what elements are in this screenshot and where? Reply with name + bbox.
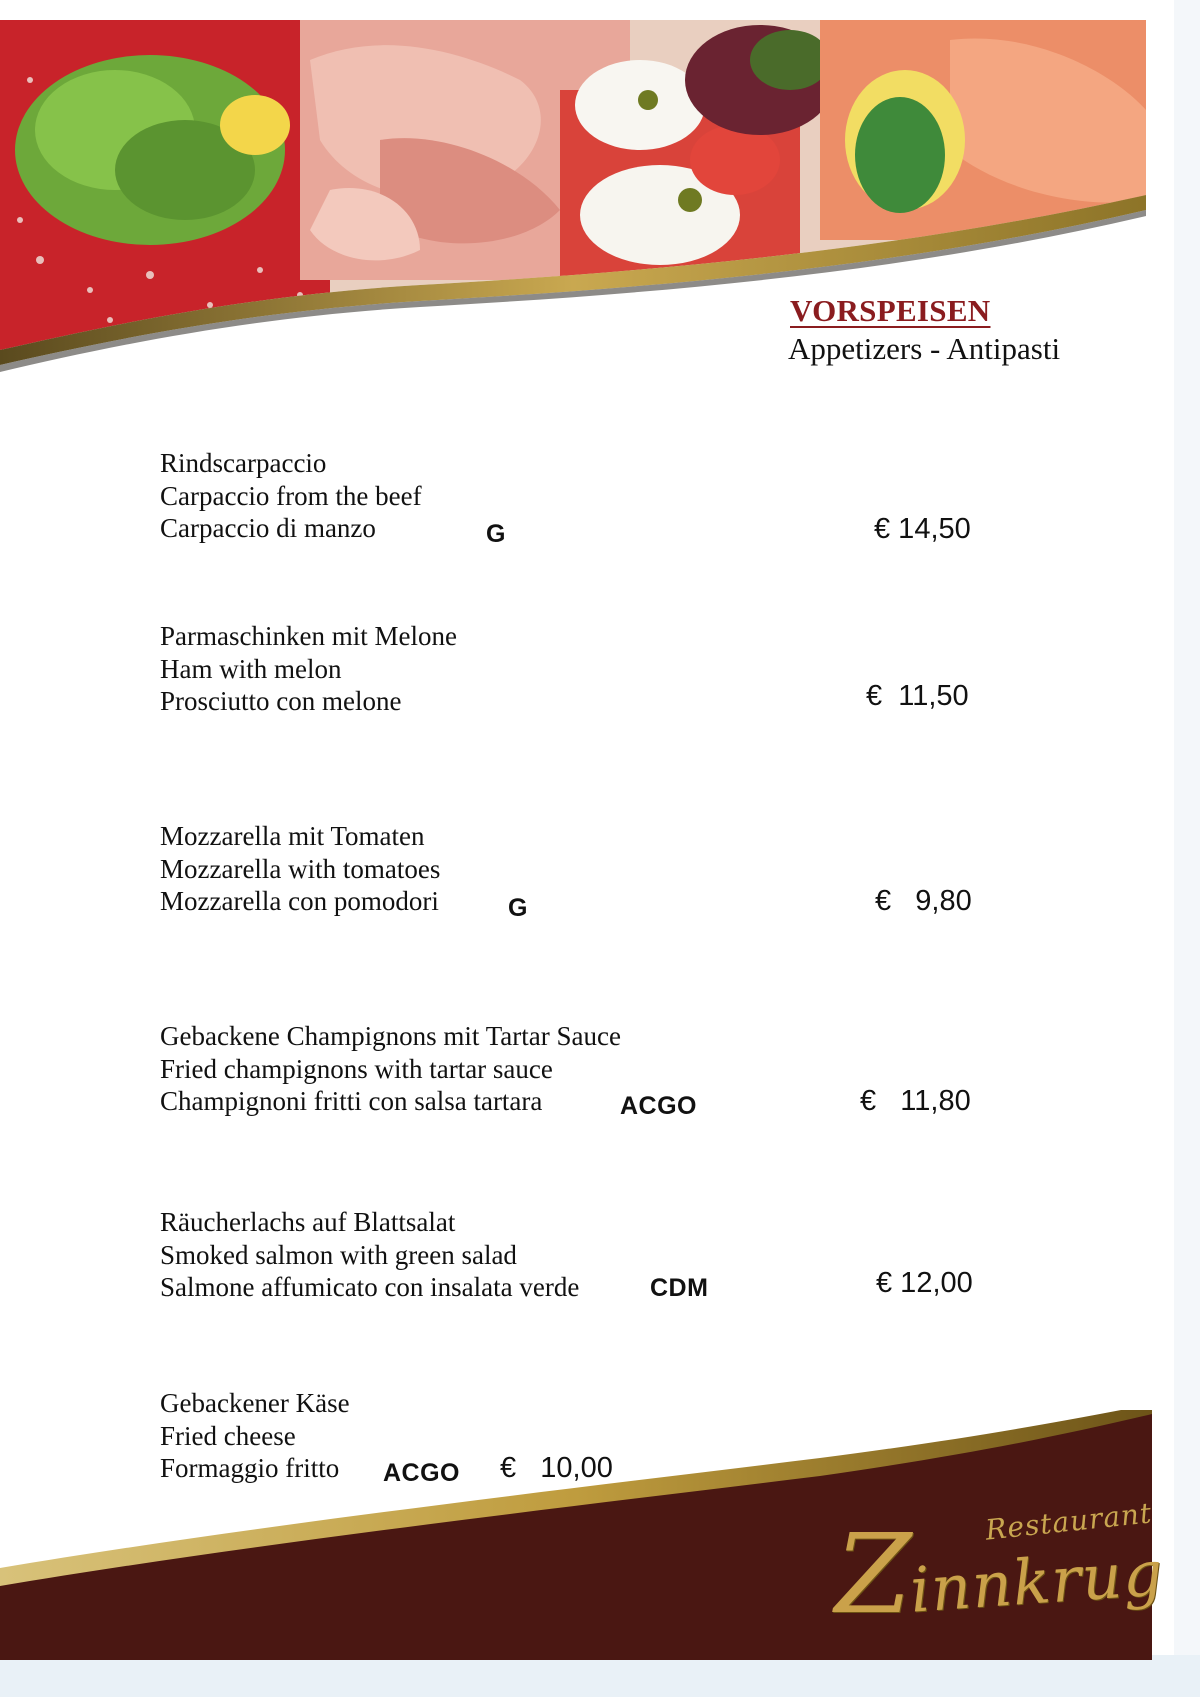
menu-item-gebackener-kaese [160,1387,350,1485]
menu-item-mozzarella [160,820,440,918]
logo-script-word: Restaurant [983,1496,1154,1547]
menu-item-parmaschinken [160,620,457,718]
item-name-english: Carpaccio from the beef [160,480,422,511]
item-allergens: G [486,520,506,548]
item-price: € 12,00 [876,1267,973,1299]
item-name-italian: Carpaccio di manzo [160,513,376,543]
item-name-italian: Mozzarella con pomodori [160,886,439,916]
item-name-italian: Salmone affumicato con insalata verde [160,1272,580,1302]
section-title: VORSPEISEN [790,293,991,328]
item-name-english: Fried cheese [160,1420,296,1451]
item-name-german: Rindscarpaccio [160,448,327,478]
item-price: € 14,50 [874,513,971,545]
item-name-italian: Champignoni fritti con salsa tartara [160,1086,543,1116]
item-name-german: Mozzarella mit Tomaten [160,821,425,851]
item-name-english: Ham with melon [160,653,342,684]
menu-item-rindscarpaccio [160,447,422,545]
logo-initial: Z [835,1510,912,1638]
item-name-english: Fried champignons with tartar sauce [160,1053,553,1084]
item-allergens: CDM [650,1274,709,1302]
item-price: € 10,00 [500,1452,613,1484]
item-allergens: G [508,894,528,922]
menu-item-raeucherlachs [160,1206,579,1304]
item-price: € 11,50 [866,680,969,712]
item-name-german: Gebackene Champignons mit Tartar Sauce [160,1021,621,1051]
menu-item-champignons [160,1020,621,1118]
item-name-german: Parmaschinken mit Melone [160,621,457,651]
section-subtitle: Appetizers - Antipasti [788,331,1061,366]
item-allergens: ACGO [620,1092,697,1120]
item-name-german: Räucherlachs auf Blattsalat [160,1207,456,1237]
page-right-edge [1174,0,1200,1697]
section-heading [790,293,1060,369]
item-name-english: Smoked salmon with green salad [160,1239,517,1270]
item-name-german: Gebackener Käse [160,1388,350,1418]
logo-name: innkrug [907,1536,1166,1627]
item-price: € 9,80 [875,885,972,917]
page-bottom-margin [0,1655,1200,1697]
item-name-italian: Formaggio fritto [160,1453,340,1483]
item-name-english: Mozzarella with tomatoes [160,853,441,884]
item-name-italian: Prosciutto con melone [160,686,402,716]
restaurant-logo [835,1496,1166,1640]
item-allergens: ACGO [383,1459,460,1487]
item-price: € 11,80 [860,1085,971,1117]
